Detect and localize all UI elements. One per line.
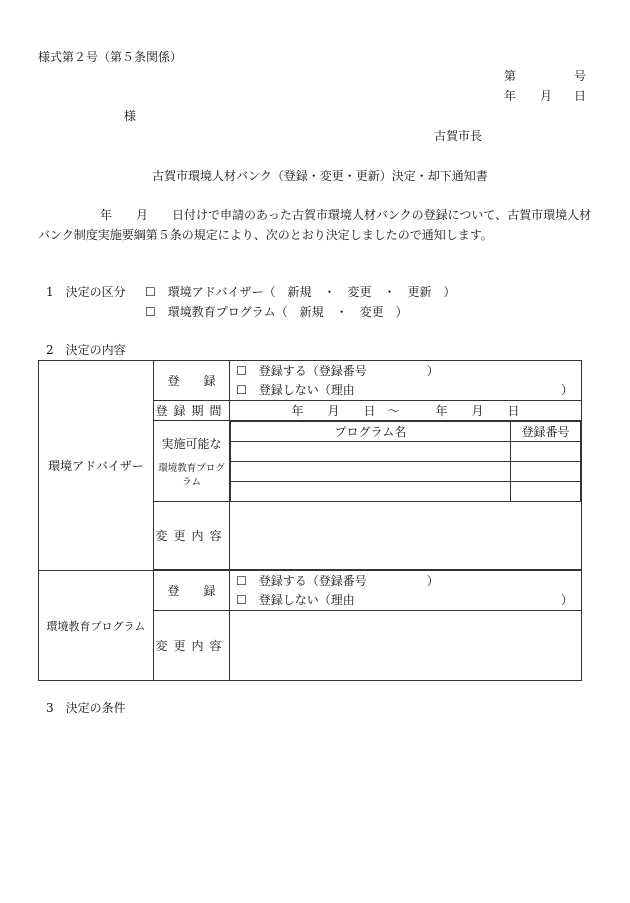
table-row <box>231 442 581 462</box>
advisor-register-no[interactable]: ☐ 登録しない（理由 <box>236 382 355 397</box>
program-name-header: プログラム名 <box>231 422 511 442</box>
program-change-label: 変更内容 <box>154 611 230 681</box>
reg-no-header: 登録番号 <box>511 422 581 442</box>
table-row <box>231 462 581 482</box>
table-row <box>231 482 581 502</box>
program-register-label: 登 録 <box>154 571 230 611</box>
date-month: 月 <box>540 89 553 103</box>
issuer: 古賀市長 <box>434 129 483 143</box>
available-label: 実施可能な <box>161 436 222 451</box>
body-line-1: 年 月 日付けで申請のあった古賀市環境人材バンクの登録について、古賀市環境人材 <box>100 208 592 222</box>
period-value: 年 月 日 ～ 年 月 日 <box>230 401 582 421</box>
advisor-close-paren: ） <box>560 382 573 397</box>
program-close-paren: ） <box>560 592 573 607</box>
document-title: 古賀市環境人材バンク（登録・変更・更新）決定・却下通知書 <box>152 169 488 183</box>
program-label: 環境教育プログラム <box>39 571 154 681</box>
section1-program-option[interactable]: ☐ 環境教育プログラム（ 新規 ・ 変更 ） <box>145 305 408 319</box>
decision-table <box>38 360 582 681</box>
advisor-register-yes[interactable]: ☐ 登録する（登録番号 ） <box>236 363 439 378</box>
available-sublabel: 環境教育プログラム <box>158 462 225 488</box>
program-list <box>230 421 581 501</box>
section2-title: 2 決定の内容 <box>46 343 126 357</box>
doc-no-prefix: 第 <box>504 69 517 83</box>
program-register-yes[interactable]: ☐ 登録する（登録番号 ） <box>236 573 439 588</box>
section1-advisor-option[interactable]: ☐ 環境アドバイザー（ 新規 ・ 変更 ・ 更新 ） <box>145 285 456 299</box>
advisor-register-label: 登 録 <box>154 361 230 401</box>
program-register-no[interactable]: ☐ 登録しない（理由 <box>236 592 355 607</box>
advisor-change-label: 変更内容 <box>154 502 230 570</box>
form-number: 様式第２号（第５条関係） <box>38 50 183 64</box>
section3-title: 3 決定の条件 <box>46 701 126 715</box>
period-label: 登録期間 <box>154 401 230 421</box>
section1-title: 1 決定の区分 <box>46 285 126 299</box>
body-line-2: バンク制度実施要綱第５条の規定により、次のとおり決定しましたので通知します。 <box>38 228 493 242</box>
program-change-field[interactable] <box>230 611 582 681</box>
date-day: 日 <box>574 89 587 103</box>
doc-no-suffix: 号 <box>574 69 587 83</box>
addressee: 様 <box>124 109 137 123</box>
advisor-label: 環境アドバイザー <box>39 361 154 571</box>
date-year: 年 <box>504 89 517 103</box>
advisor-change-field[interactable] <box>230 502 582 570</box>
